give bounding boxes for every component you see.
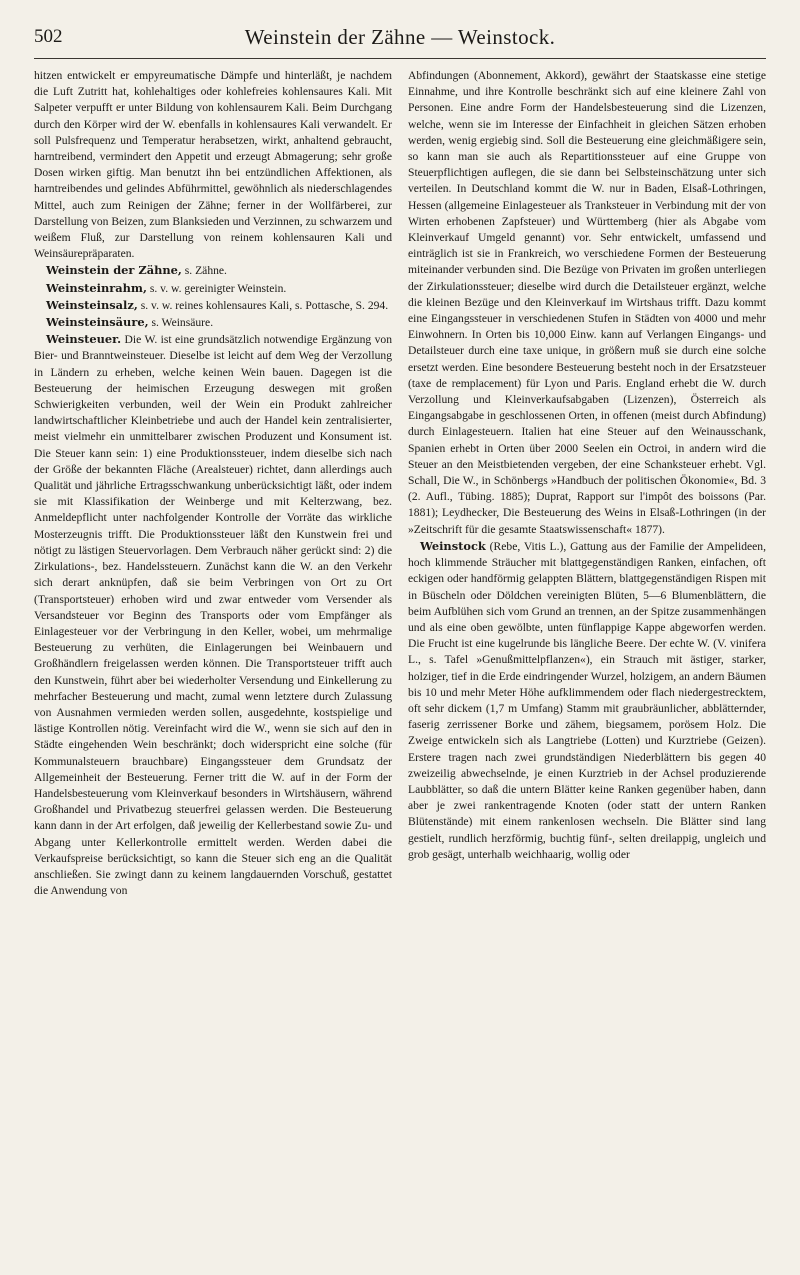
entry-weinstock xyxy=(408,538,766,863)
continued-paragraph: Abfindungen (Abonnement, Akkord), gewährt der Staatskasse eine stetige Einnahme, und ihre Kontrolle beschränkt sich auf eine kleinere Zahl von Personen. Eine andre Form der Handelsbesteuerung sind die Lizenzen, welche, wenn sie im Interesse der Einfachheit in gleichen Sätzen erhoben werden, wenig ergiebig sind. Soll die Besteuerung eine gleichmäßigere sein, so kann man sie auch als Repartitionssteuer auf eine Gruppe von Steuerpflichtigen auflegen, die sie dann bei Selbsteinschätzung unter sich verteilen. In Deutschland kommt die W. nur in Baden, Elsaß-Lothringen, Hessen (allgemeine Einlagesteuer als Tranksteuer in Verbindung mit der von Wirten erhobenen Zapfsteuer) und Württemberg (hier als Abgabe vom Kleinverkauf Umgeld genannt) vor. Sehr entwickelt, umfassend und einträglich ist sie in Frankreich, wo verschiedene Formen der Besteuerung miteinander verbunden sind. Die Bezüge von Privaten im großen unterliegen der Zirkulationssteuer; dieselbe wird durch die Detailsteuer ergänzt, welche die kleinen Bezüge und den Kleinverkauf im Wirtshaus trifft. Dazu kommt eine Eingangssteuer in verschiedenen Stufen in Städten von 4000 und mehr Einwohnern. In Orten bis 10,000 Einw. kann auf Verlangen Eingangs- und Detailsteuer durch eine taxe unique, in größern muß sie durch eine solche ersetzt werden. Eine besondere Besteuerung besteht noch in der Ersatzsteuer (taxe de remplacement) für Lyon und Paris. England erhebt die W. durch Verzollung und Kleinverkaufsabgaben (Lizenzen), Österreich als Eingangsabgabe in geschlossenen Orten, in offenen (meist durch Abfindung) durch Einlagesteuern. Italien hat eine Steuer auf den Weinausschank, Spanien erhebt in Orten über 2000 Seelen ein Octroi, in andern wird die Steuer an den Meistbietenden vergeben, der eine Schanksteuer erhebt. Vgl. Schall, Die W., in Schönbergs »Handbuch der politischen Ökonomie«, Bd. 3 (2. Aufl., Tübing. 1885); Duprat, Rapport sur l'impôt des boissons (Par. 1881); Leydhecker, Die Besteuerung des Weins in Elsaß-Lothringen (in der »Zeitschrift für die gesamte Staatswissenschaft« 1877). xyxy=(408,69,766,536)
entry-lemma: Weinstock xyxy=(420,538,486,553)
entry-text: s. v. w. gereinigter Weinstein. xyxy=(149,281,287,295)
entry-weinstein-der-zaehne xyxy=(34,262,392,279)
running-title: Weinstein der Zähne — Weinstock. xyxy=(244,24,556,49)
entry-lemma: Weinstein der Zähne, xyxy=(46,263,182,278)
continued-paragraph: hitzen entwickelt er empyreumatische Dämpfe und hinterläßt, je nachdem die Luft Zutritt hat, kohlehaltiges oder kohlefreies kohlensaures Kali. Mit Salpeter verpufft er unter Bildung von kohlensaurem Kali. Beim Durchgang durch den Körper wird der W. ebenfalls in kohlensaures Kali verwandelt. Er soll Pulsfrequenz und Temperatur herabsetzen, wirkt, anhaltend gebraucht, harntreibend, vermindert den Appetit und erzeugt Abmagerung; sehr große Dosen wirken giftig. Man benutzt ihn bei entzündlichen Affektionen, als harntreibendes und gelindes Abführmittel, gewöhnlich als niederschlagendes Mittel, auch zum Reinigen der Zähne; ferner in der Wollfärberei, zur Darstellung von Beizen, zum Blanksieden und Verzinnen, zu schwarzem und weißem Fluß, zur Darstellung von reinem kohlensauren Kali und Weinsäurepräparaten. xyxy=(34,69,392,261)
entry-lemma: Weinsteinsäure, xyxy=(46,315,149,330)
right-column xyxy=(408,68,766,1264)
entry-text: s. v. w. reines kohlensaures Kali, s. Pottasche, S. 294. xyxy=(140,298,389,312)
entry-text: s. Weinsäure. xyxy=(151,316,214,330)
entry-lemma: Weinsteuer. xyxy=(46,332,122,347)
entry-text: Die W. ist eine grundsätzlich notwendige Ergänzung von Bier- und Branntweinsteuer. Dieselbe ist leicht auf dem Weg der Verzollung in Ländern zu erheben, welche keinen Wein bauen. Dagegen ist die Besteuerung der heimischen Erzeugung deswegen mit großen Schwierigkeiten verbunden, weil der Wein ein Produkt zahlreicher landwirtschaftlicher Kleinbetriebe und auch der Handel kein zentralisierter, meist vielmehr ein unmittelbarer zwischen Produzent und Konsument ist. Die Steuer kann sein: 1) eine Produktionssteuer, indem dieselbe sich nach der Größe der bekannten Fläche (Arealsteuer) richtet, dann allerdings auch Qualität und jährliche Ertragsschwankung unberücksichtigt läßt, oder indem sie mit Klassifikation der Weinberge und mit Kelterzwang, bez. Anmeldepflicht unter nachfolgender Kontrolle der Vorräte das wirkliche Mosterzeugnis trifft. Die Produktionssteuer läßt den Kunstwein frei und nötigt zu lästigen Steuervorlagen. Dem Verbrauch näher gerückt sind: 2) die Zirkulations-, bez. Handelssteuern. Zunächst kann die W. an den Verkehr sich derart anknüpfen, daß sie beim Verbringen von Ort zu Ort (Transportsteuer) erhoben wird und zwar entweder vom Versender als Versandsteuer vor Beginn des Transports oder vom Empfänger als Einlagesteuer vor der Verbringung in den Keller, wobei, um mehrmalige Besteuerung zu verhüten, die Einlagerungen bei Weinbauern und Großhändlern freigelassen werden können. Die Transportsteuer trifft auch den Kunstwein, führt aber bei wiederholter Versendung und Einkellerung zu mehrfacher Besteuerung und macht, zumal wenn letztere durch Zulassung von Ausnahmen vermieden werden sollen, ausgedehnte, kostspielige und lästige Kontrollen nötig. Vereinfacht wird die W., wenn sie sich auf den in Städte eingehenden Wein beschränkt; doch widerspricht eine solche (für Kommunalsteuern brauchbare) Eingangssteuer dem Grundsatz der Allgemeinheit der Besteuerung. Ferner tritt die W. auf in der Form der Handelsbesteuerung vom Kleinverkauf besonders in Wirtshäusern, während Großhandel und Privatbezug steuerfrei gelassen werden. Die Besteuerung kann dann in der Art erfolgen, daß jeweilig der Kellerbestand sowie Zu- und Abgang unter Kellerkontrolle ermittelt werden. Werden dabei die Verkaufspreise berücksichtigt, so kann die Steuer sich eng an die Qualität anschließen. Sie zwingt dann zu keinem langdauernden Vorschuß, gestattet die Anwendung von xyxy=(34,333,392,898)
entry-weinsteinsaeure xyxy=(34,314,392,331)
entry-weinsteinrahm xyxy=(34,280,392,297)
entry-text: (Rebe, Vitis L.), Gattung aus der Familie der Ampelideen, hoch klimmende Sträucher mit blattgegenständigen Ranken, einfachen, oft eckigen oder handförmig gelappten Blättern, blattgegenständigen Rispen mit in Büscheln oder Döldchen vereinigten Blüten, 5—6 Blumenblättern, die beim Aufblühen sich vom Grund an trennen, an der Spitze zusammenhängen und als eine oben gewölbte, unten fünflappige Kappe abgeworfen werden. Die Frucht ist eine kugelrunde bis längliche Beere. Der echte W. (V. vinifera L., s. Tafel »Genußmittelpflanzen«), ein Strauch mit ästiger, starker, holziger, tief in die Erde eindringender Wurzel, holzigem, an andern Bäumen bis 10 und mehr Meter Höhe aufklimmendem oder flach niedergestrecktem, oft sehr dickem (1,7 m Umfang) Stamm mit graubräunlicher, abblätternder, faserig zerrissener Borke und zähem, biegsamem, porösem Holz. Die Zweige entwickeln sich als Langtriebe (Lotten) und Kurztriebe (Geizen). Erstere tragen nach zwei grundständigen Niederblättern bis gegen 40 zweizeilig abwechselnde, je einen Kurztrieb in der Achsel produzierende Laubblätter, so daß die untern Blätter keine Ranken gegenüber haben, dann aber je zwei rankentragende Knoten (oder statt der untern Ranken Blütenstände) mit einem rankenlosen wechseln. Die Blätter sind lang gestielt, rundlich herzförmig, buchtig fünf-, selten dreilappig, ungleich und grob gesägt, unterhalb weichhaarig, wollig oder xyxy=(408,539,766,861)
entry-lemma: Weinsteinrahm, xyxy=(46,280,147,295)
entry-weinsteuer xyxy=(34,331,392,899)
entry-text: s. Zähne. xyxy=(184,264,227,278)
page-number: 502 xyxy=(34,26,63,47)
header-rule xyxy=(34,58,766,59)
left-column xyxy=(34,68,392,1264)
page-header xyxy=(34,22,766,52)
text-columns xyxy=(34,68,766,1264)
entry-lemma: Weinsteinsalz, xyxy=(46,297,138,312)
entry-weinsteinsalz xyxy=(34,297,392,314)
